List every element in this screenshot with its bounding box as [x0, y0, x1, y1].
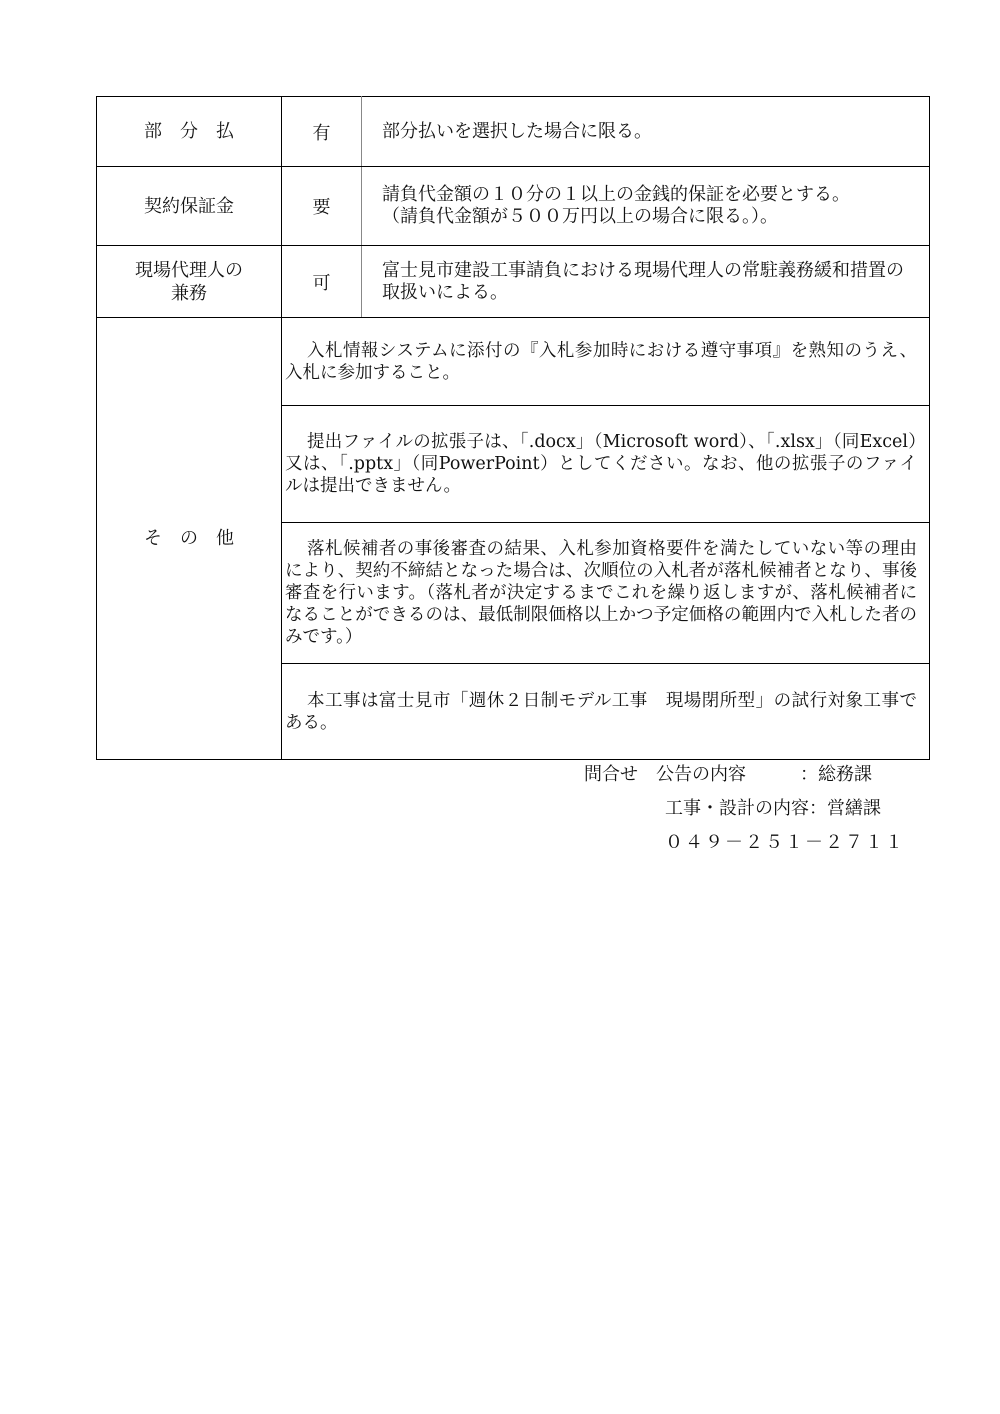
- contact-line-construction: 工事・設計の内容：営繕課: [665, 798, 881, 819]
- row-text-partial-payment: 部分払いを選択した場合に限る。: [362, 97, 930, 167]
- conditions-table: [96, 96, 930, 760]
- row-label-partial-payment: 部 分 払: [97, 97, 282, 167]
- note-compliance: 入札情報システムに添付の『入札参加時における遵守事項』を熟知のうえ、入札に参加すること。: [282, 318, 930, 406]
- note-post-review: 落札候補者の事後審査の結果、入札参加資格要件を満たしていない等の理由により、契約不締結となった場合は、次順位の入札者が落札候補者となり、事後審査を行います。（落札者が決定するまでこれを繰り返しますが、落札候補者になることができるのは、最低制限価格以上かつ予定価格の範囲内で入札した者のみです。）: [282, 523, 930, 664]
- row-label-site-agent: [97, 246, 282, 318]
- row-text-contract-deposit: [362, 167, 930, 246]
- deposit-text-line: 請負代金額の１０分の１以上の金銭的保証を必要とする。: [382, 184, 850, 205]
- row-mark-site-agent: 可: [282, 246, 362, 318]
- table-row: [97, 318, 930, 406]
- row-label-other: そ の 他: [97, 318, 282, 760]
- table-row: [97, 246, 930, 318]
- note-model-work: 本工事は富士見市「週休２日制モデル工事 現場閉所型」の試行対象工事である。: [282, 664, 930, 760]
- row-text-site-agent: 富士見市建設工事請負における現場代理人の常駐義務緩和措置の取扱いによる。: [362, 246, 930, 318]
- contact-line-general: 問合せ 公告の内容 ：総務課: [584, 764, 872, 785]
- row-mark-partial-payment: 有: [282, 97, 362, 167]
- row-mark-contract-deposit: 要: [282, 167, 362, 246]
- table-row: [97, 97, 930, 167]
- note-file-extensions: 提出ファイルの拡張子は、「.docx」（Microsoft word）、「.xlsx」（同Excel）又は、「.pptx」（同PowerPoint）としてください。なお、他の拡張子のファイルは提出できません。: [282, 406, 930, 523]
- site-agent-label-line: 兼務: [171, 282, 207, 304]
- deposit-text-line: （請負代金額が５００万円以上の場合に限る。）。: [382, 206, 778, 227]
- row-label-contract-deposit: 契約保証金: [97, 167, 282, 246]
- contact-info: [584, 762, 905, 864]
- table-row: [97, 167, 930, 246]
- contact-phone: ０４９－２５１－２７１１: [665, 832, 905, 853]
- site-agent-label-line: 現場代理人の: [135, 259, 243, 281]
